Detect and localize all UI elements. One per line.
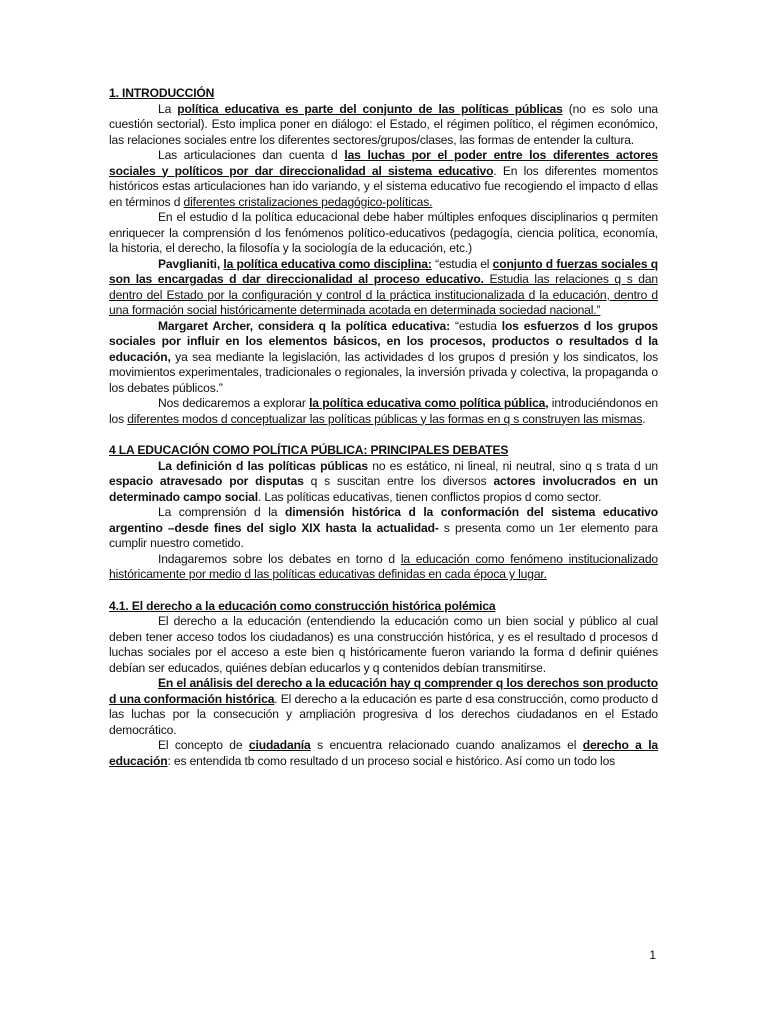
paragraph: La comprensión d la dimensión histórica d la conformación del sistema educativo argentino –desde fines del siglo XIX hasta la actualidad- s presenta como un 1er elemento para cumplir nuestro cometido. — [109, 505, 658, 550]
paragraph: Nos dedicaremos a explorar la política educativa como política pública, introduciéndonos en los diferentes modos d conceptualizar las políticas públicas y las formas en q s construyen las mismas. — [109, 396, 658, 426]
paragraph: El concepto de ciudadanía s encuentra relacionado cuando analizamos el derecho a la educación: es entendida tb como resultado d un proceso social e histórico. Así como un todo los — [109, 738, 659, 768]
document-page — [109, 86, 658, 769]
spacer — [109, 583, 658, 599]
spacer — [109, 427, 658, 443]
paragraph: En el estudio d la política educacional debe haber múltiples enfoques disciplinarios q permiten enriquecer la comprensión d los fenómenos político-educativos (pedagogía, ciencia política, economía, la historia, el derecho, la filosofía y la sociología de la educación, etc.) — [109, 210, 658, 255]
section-heading-politica-publica: 4 LA EDUCACIÓN COMO POLÍTICA PÚBLICA: PRINCIPALES DEBATES — [109, 443, 509, 457]
paragraph: En el análisis del derecho a la educación hay q comprender q los derechos son producto d una conformación histórica. El derecho a la educación es parte d esa construcción, como producto d las luchas por la consecución y ampliación progresiva d los derechos ciudadanos en el Estado democrático. — [109, 676, 659, 737]
paragraph: La política educativa es parte del conjunto de las políticas públicas (no es solo una cuestión sectorial). Esto implica poner en diálogo: el Estado, el régimen político, el régimen económico, las relaciones sociales entre los diferentes sectores/grupos/clases, las formas de entender la cultura. — [109, 101, 658, 147]
section-heading-derecho-educacion: 4.1. El derecho a la educación como construcción histórica polémica — [109, 598, 496, 613]
paragraph: El derecho a la educación (entendiendo la educación como un bien social y público al cual deben tener acceso todos los ciudadanos) es una construcción histórica, y es el resultado d procesos d luchas sociales por el acceso a este bien q históricamente fueron variando la forma d definir quiénes debían ser educados, quiénes debían educarlos y q contenidos debían transmitirse. — [109, 614, 658, 675]
paragraph: Indagaremos sobre los debates en torno d la educación como fenómeno institucionalizado históricamente por medio d las políticas educativas definidas en cada época y lugar. — [109, 551, 659, 581]
section-heading-introduccion: 1. INTRODUCCIÓN — [109, 86, 215, 100]
paragraph: Margaret Archer, considera q la política educativa: “estudia los esfuerzos d los grupos sociales por influir en los elementos básicos, en los procesos, productos o resultados d la educación, ya sea mediante la legislación, las actividades d los grupos d presión y los sindicatos, los movimientos experimentales, tradicionales o regionales, la inversión privada y colectiva, la propaganda o los debates públicos.” — [109, 318, 658, 395]
paragraph: Pavglianiti, la política educativa como disciplina: “estudia el conjunto d fuerzas sociales q son las encargadas d dar direccionalidad al proceso educativo. Estudia las relaciones q s dan dentro del Estado por la configuración y control d la práctica institucionalizada d la educación, dentro d una formación social históricamente determinada acotada en determinada sociedad nacional.” — [109, 256, 659, 317]
paragraph: La definición d las políticas públicas no es estático, ni lineal, ni neutral, sino q s trata d un espacio atravesado por disputas q s suscitan entre los diversos actores involucrados en un determinado campo social. Las políticas educativas, tienen conflictos propios d como sector. — [109, 458, 658, 504]
paragraph: Las articulaciones dan cuenta d las luchas por el poder entre los diferentes actores sociales y políticos por dar direccionalidad al sistema educativo. En los diferentes momentos históricos estas articulaciones han ido variando, y el sistema educativo fue recogiendo el impacto d ellas en términos d diferentes cristalizaciones pedagógico-políticas. — [109, 148, 658, 209]
page-number: 1 — [649, 948, 656, 962]
